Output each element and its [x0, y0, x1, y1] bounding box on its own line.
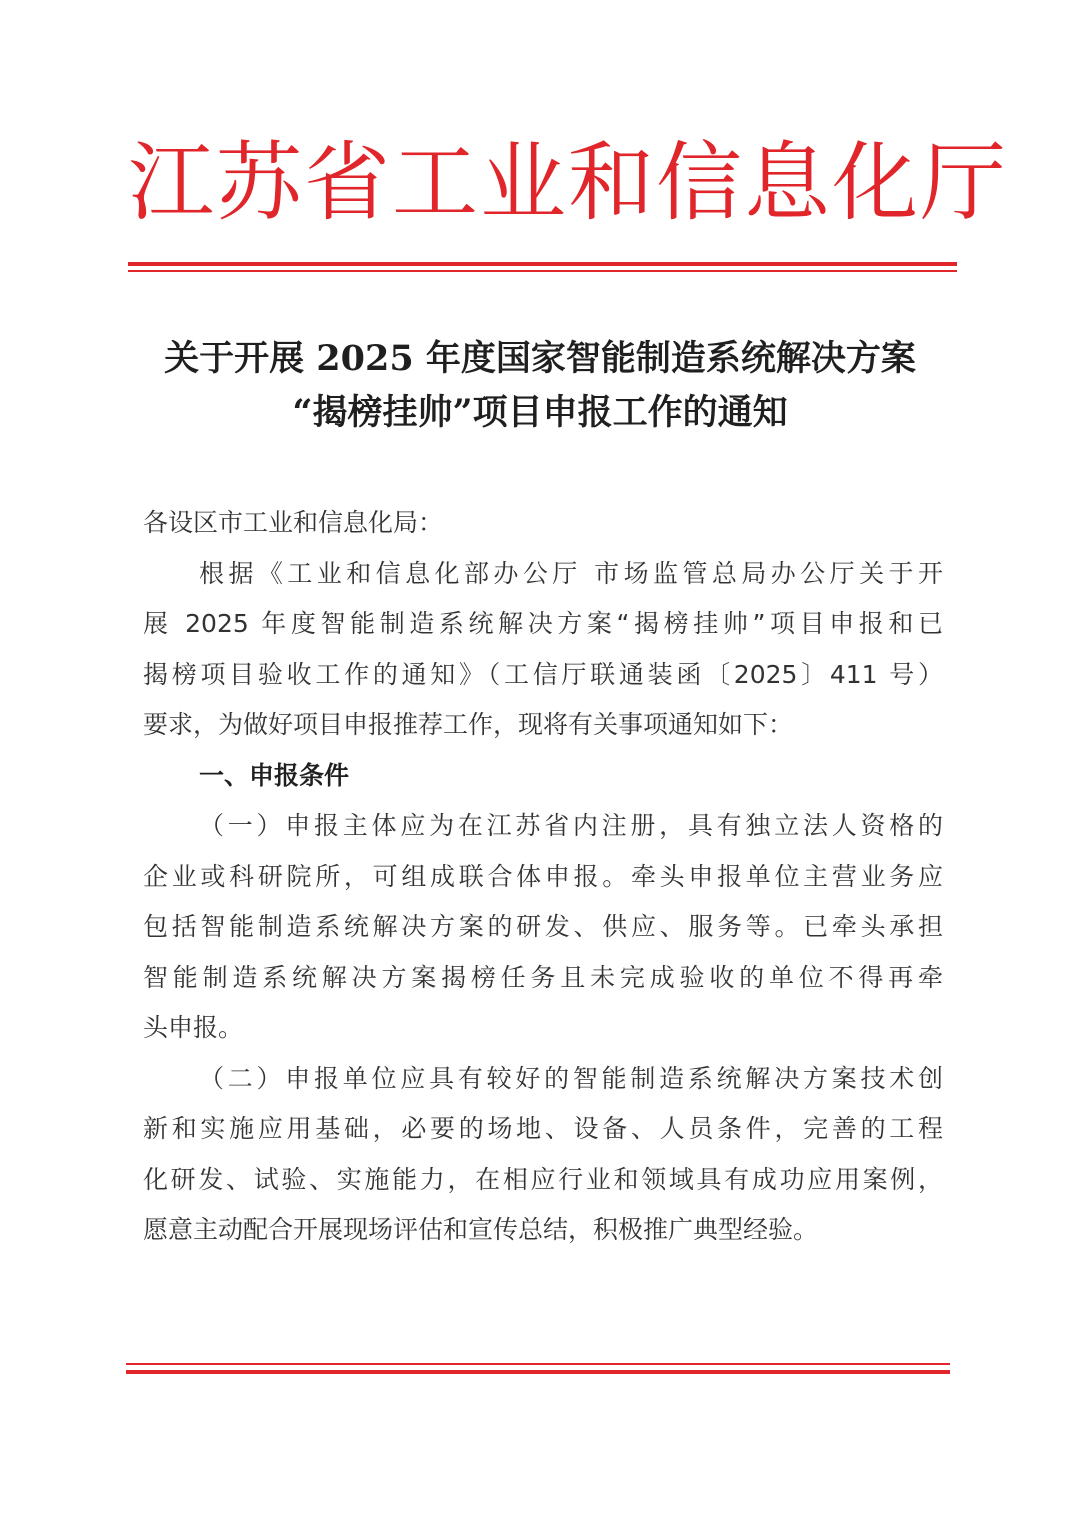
title-line-2: “揭榜挂帅”项目申报工作的通知 — [292, 392, 788, 433]
footer-red-rule — [126, 1363, 950, 1374]
letterhead-red-rule — [128, 262, 957, 272]
item1-line: 包括智能制造系统解决方案的研发、供应、服务等。已牵头承担 — [143, 912, 943, 941]
item2-line: （二）申报单位应具有较好的智能制造系统解决方案技术创 — [199, 1063, 943, 1093]
intro-line: 要求，为做好项目申报推荐工作，现将有关事项通知如下： — [143, 710, 794, 739]
item1-line: 智能制造系统解决方案揭榜任务且未完成验收的单位不得再牵 — [143, 962, 943, 992]
item1-line: （一）申报主体应为在江苏省内注册，具有独立法人资格的 — [199, 811, 943, 840]
item2-line: 愿意主动配合开展现场评估和宣传总结，积极推广典型经验。 — [143, 1215, 819, 1244]
item1-line: 企业或科研院所，可组成联合体申报。牵头申报单位主营业务应 — [143, 861, 943, 891]
salutation: 各设区市工业和信息化局： — [143, 508, 444, 537]
title-line-1: 关于开展 2025 年度国家智能制造系统解决方案 — [164, 338, 916, 379]
section-heading: 一、申报条件 — [199, 760, 350, 790]
intro-line: 揭榜项目验收工作的通知》（工信厅联通装函〔2025〕411 号） — [143, 659, 943, 689]
item1-line: 头申报。 — [143, 1013, 244, 1042]
document-body — [143, 498, 943, 1256]
intro-line: 展 2025 年度智能制造系统解决方案“揭榜挂帅”项目申报和已 — [143, 609, 943, 638]
document-title — [100, 332, 980, 440]
intro-line: 根据《工业和信息化部办公厅 市场监管总局办公厅关于开 — [199, 558, 943, 588]
item2-line: 新和实施应用基础，必要的场地、设备、人员条件，完善的工程 — [143, 1114, 943, 1143]
letterhead-title: 江苏省工业和信息化厅 — [128, 133, 1008, 233]
item2-line: 化研发、试验、实施能力，在相应行业和领域具有成功应用案例， — [143, 1164, 943, 1194]
